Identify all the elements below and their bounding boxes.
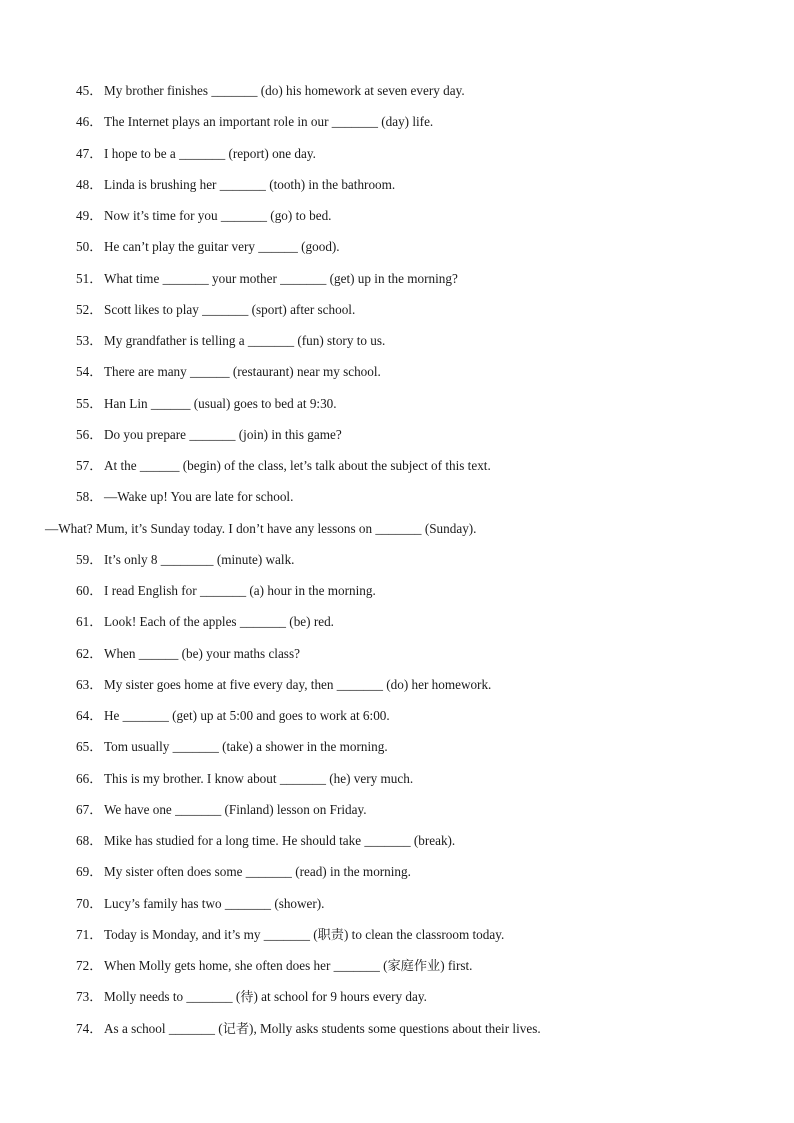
question-text: Molly needs to _______ (待) at school for 9 hours every day. <box>104 989 427 1005</box>
question-item <box>76 768 736 799</box>
question-item <box>76 143 736 174</box>
question-number: 53． <box>76 333 103 348</box>
question-text: When Molly gets home, she often does her _______ (家庭作业) first. <box>104 958 473 973</box>
question-item <box>76 705 736 736</box>
question-item <box>76 361 736 392</box>
question-number: 73． <box>76 989 103 1005</box>
question-item <box>76 861 736 892</box>
question-number: 70． <box>76 895 103 911</box>
question-item <box>76 643 736 674</box>
question-number: 67． <box>76 801 103 817</box>
question-number: 49． <box>76 208 103 223</box>
question-item <box>76 330 736 361</box>
question-text: Scott likes to play _______ (sport) after school. <box>104 301 356 317</box>
question-item <box>76 611 736 642</box>
question-text: It’s only 8 ________ (minute) walk. <box>104 551 295 567</box>
question-item <box>76 174 736 205</box>
question-number: 59． <box>76 551 103 567</box>
question-text: Today is Monday, and it’s my _______ (职责) to clean the classroom today. <box>104 926 505 942</box>
question-item <box>76 549 736 580</box>
question-text: As a school _______ (记者), Molly asks students some questions about their lives. <box>104 1020 541 1036</box>
question-item <box>76 486 736 517</box>
question-item <box>76 424 736 455</box>
question-item <box>76 736 736 767</box>
question-text: Do you prepare _______ (join) in this game? <box>104 426 342 442</box>
question-item <box>76 986 736 1017</box>
question-item <box>76 455 736 486</box>
question-item <box>76 674 736 705</box>
question-text: My sister often does some _______ (read) in the morning. <box>104 864 411 880</box>
question-item <box>76 924 736 955</box>
question-number: 50． <box>76 239 103 255</box>
question-number: 64． <box>76 708 103 723</box>
question-text: There are many ______ (restaurant) near my school. <box>104 364 381 380</box>
question-number: 63． <box>76 676 103 692</box>
question-text: He _______ (get) up at 5:00 and goes to work at 6:00. <box>104 708 390 723</box>
question-text: We have one _______ (Finland) lesson on Friday. <box>104 801 367 817</box>
question-number: 66． <box>76 770 103 786</box>
question-item <box>76 80 736 111</box>
question-item <box>76 799 736 830</box>
question-number: 52． <box>76 301 103 317</box>
question-number: 46． <box>76 114 103 130</box>
question-text: —What? Mum, it’s Sunday today. I don’t have any lessons on _______ (Sunday). <box>45 520 477 536</box>
question-number: 72． <box>76 958 103 973</box>
question-item <box>76 830 736 861</box>
question-item <box>76 1018 736 1049</box>
question-item <box>76 580 736 611</box>
question-item <box>76 268 736 299</box>
question-text: Mike has studied for a long time. He should take _______ (break). <box>104 833 456 848</box>
question-text: Linda is brushing her _______ (tooth) in the bathroom. <box>104 176 396 192</box>
question-text: I hope to be a _______ (report) one day. <box>104 145 316 161</box>
question-number: 55． <box>76 395 103 411</box>
question-text: The Internet plays an important role in our _______ (day) life. <box>104 114 434 130</box>
question-number: 57． <box>76 458 103 473</box>
question-text: Look! Each of the apples _______ (be) red. <box>104 614 334 630</box>
question-text: Now it’s time for you _______ (go) to bed. <box>104 208 332 223</box>
question-number: 48． <box>76 176 103 192</box>
question-number: 68． <box>76 833 103 848</box>
question-number: 71． <box>76 926 103 942</box>
question-number: 47． <box>76 145 103 161</box>
question-text: He can’t play the guitar very ______ (good). <box>104 239 340 255</box>
question-number: 62． <box>76 645 103 661</box>
question-text: Tom usually _______ (take) a shower in the morning. <box>104 739 388 755</box>
question-item <box>76 299 736 330</box>
question-number: 58． <box>76 489 103 505</box>
question-number: 61． <box>76 614 103 630</box>
question-item <box>76 893 736 924</box>
question-text: My grandfather is telling a _______ (fun) story to us. <box>104 333 386 348</box>
question-number: 60． <box>76 583 103 598</box>
question-item <box>76 955 736 986</box>
question-number: 74． <box>76 1020 103 1036</box>
question-text: —Wake up! You are late for school. <box>104 489 294 505</box>
question-list <box>45 80 736 1049</box>
question-number: 51． <box>76 270 103 286</box>
question-text: Lucy’s family has two _______ (shower). <box>104 895 325 911</box>
question-item <box>76 111 736 142</box>
question-continuation <box>45 518 736 549</box>
question-item <box>76 236 736 267</box>
question-number: 65． <box>76 739 103 755</box>
question-item <box>76 205 736 236</box>
question-number: 54． <box>76 364 103 380</box>
question-text: When ______ (be) your maths class? <box>104 645 300 661</box>
question-text: I read English for _______ (a) hour in the morning. <box>104 583 376 598</box>
question-text: This is my brother. I know about _______ (he) very much. <box>104 770 414 786</box>
question-text: What time _______ your mother _______ (get) up in the morning? <box>104 270 458 286</box>
question-item <box>76 393 736 424</box>
question-text: At the ______ (begin) of the class, let’s talk about the subject of this text. <box>104 458 491 473</box>
question-number: 45． <box>76 83 103 98</box>
question-number: 69． <box>76 864 103 880</box>
question-number: 56． <box>76 426 103 442</box>
question-text: Han Lin ______ (usual) goes to bed at 9:30. <box>104 395 337 411</box>
question-text: My brother finishes _______ (do) his homework at seven every day. <box>104 83 465 98</box>
question-text: My sister goes home at five every day, then _______ (do) her homework. <box>104 676 492 692</box>
